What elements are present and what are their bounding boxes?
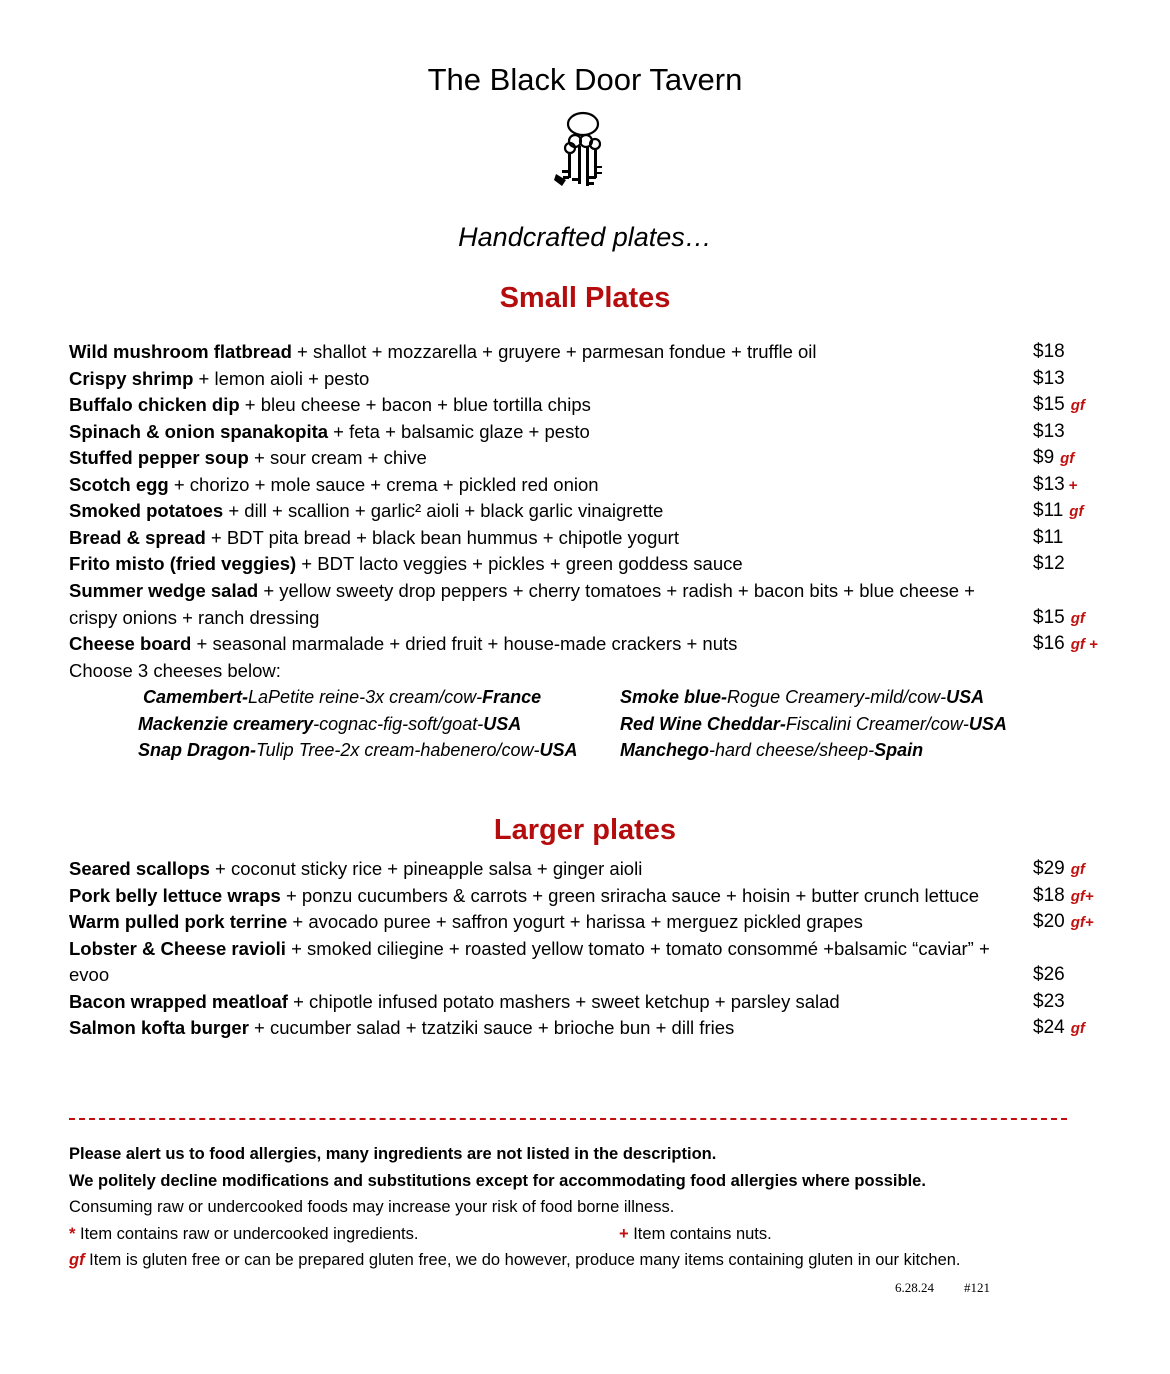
item-description: + feta + balsamic glaze + pesto	[328, 420, 590, 442]
keys-logo-icon	[548, 110, 618, 194]
cheese-item	[138, 711, 521, 737]
menu-item	[69, 631, 737, 657]
menu-item	[69, 366, 369, 392]
cheese-detail: Tulip Tree-2x cream-habenero/cow-	[256, 740, 540, 760]
raw-food-warning: Consuming raw or undercooked foods may increase your risk of food borne illness.	[69, 1198, 675, 1216]
menu-item	[69, 883, 979, 909]
item-price	[1033, 631, 1098, 658]
price-value: $18	[1033, 884, 1065, 906]
price-value: $15	[1033, 606, 1065, 628]
cheese-origin: USA	[539, 740, 578, 760]
cheese-intro: Choose 3 cheeses below:	[69, 660, 281, 681]
item-name: Spinach & onion spanakopita	[69, 420, 329, 442]
price-value: $20	[1033, 911, 1065, 932]
item-description: + BDT pita bread + black bean hummus + chipotle yogurt	[205, 526, 679, 548]
item-price	[1033, 962, 1065, 988]
divider	[69, 1118, 1067, 1120]
menu-item	[69, 989, 840, 1015]
item-name: Cheese board	[69, 633, 192, 655]
item-name: Bacon wrapped meatloaf	[69, 990, 288, 1012]
dietary-tag: gf	[1070, 397, 1085, 415]
cheese-name: Snap Dragon-	[138, 740, 257, 760]
nut-legend	[619, 1221, 772, 1247]
dietary-tag: gf+	[1070, 887, 1094, 905]
cheese-origin: France	[482, 687, 542, 707]
price-value: $11	[1033, 526, 1064, 548]
item-name: Bread & spread	[69, 526, 206, 548]
subtitle: Handcrafted plates…	[458, 222, 712, 252]
price-value: $26	[1033, 964, 1065, 985]
item-price	[1033, 472, 1077, 499]
dietary-tag: gf	[1070, 1020, 1085, 1037]
cheese-origin: USA	[968, 713, 1007, 734]
gf-legend	[69, 1247, 961, 1273]
menu-item	[69, 472, 599, 498]
menu-item	[69, 498, 663, 524]
item-description: + smoked ciliegine + roasted yellow tomato + tomato consommé +balsamic “caviar” +	[285, 937, 990, 959]
cheese-name: Red Wine Cheddar-	[620, 713, 786, 734]
dietary-tag: gf	[1070, 861, 1085, 878]
item-price	[1033, 883, 1094, 910]
item-price	[1033, 392, 1085, 419]
menu-item	[69, 856, 642, 882]
item-description: + chorizo + mole sauce + crema + pickled red onion	[168, 473, 599, 495]
price-value: $23	[1033, 990, 1065, 1012]
item-description-cont: evoo	[69, 964, 110, 985]
item-price	[1033, 856, 1085, 883]
cheese-item	[620, 684, 984, 710]
price-value: $11	[1033, 500, 1064, 522]
item-name: Wild mushroom flatbread	[69, 341, 292, 362]
menu-item	[69, 578, 975, 604]
restaurant-title: The Black Door Tavern	[427, 62, 743, 97]
item-price	[1033, 909, 1094, 936]
cheese-name: Manchego	[620, 740, 710, 760]
price-value: $16	[1033, 633, 1065, 655]
item-name: Buffalo chicken dip	[69, 394, 240, 416]
item-description: + ponzu cucumbers & carrots + green sriracha sauce + hoisin + butter crunch lettuce	[280, 884, 980, 906]
item-name: Salmon kofta burger	[69, 1017, 249, 1038]
item-name: Lobster & Cheese ravioli	[69, 937, 286, 959]
item-description: + sour cream + chive	[248, 447, 427, 469]
menu-item	[69, 525, 679, 551]
menu-item	[69, 1015, 734, 1041]
menu-item	[69, 339, 817, 365]
item-description: + dill + scallion + garlic² aioli + black garlic vinaigrette	[223, 500, 664, 522]
price-value: $13	[1033, 473, 1065, 495]
modification-note: We politely decline modifications and substitutions except for accommodating food allergies where possible.	[69, 1172, 926, 1190]
cheese-item	[620, 737, 923, 763]
item-description: + seasonal marmalade + dried fruit + house-made crackers + nuts	[191, 633, 738, 655]
price-value: $24	[1033, 1017, 1065, 1038]
cheese-item	[620, 711, 1007, 737]
dietary-tag: gf	[1069, 503, 1084, 521]
item-description: + lemon aioli + pesto	[193, 367, 370, 389]
price-value: $29	[1033, 858, 1065, 879]
item-description: + shallot + mozzarella + gruyere + parmesan fondue + truffle oil	[291, 341, 817, 362]
raw-symbol: *	[69, 1225, 76, 1243]
item-price	[1033, 339, 1065, 365]
cheese-detail: Fiscalini Creamer/cow-	[785, 713, 969, 734]
cheese-detail: Rogue Creamery-mild/cow-	[727, 687, 947, 707]
item-price	[1033, 1015, 1085, 1042]
item-name: Warm pulled pork terrine	[69, 911, 288, 932]
item-price	[1033, 445, 1074, 472]
item-name: Pork belly lettuce wraps	[69, 884, 281, 906]
menu-item	[69, 909, 863, 935]
cheese-detail: LaPetite reine-3x cream/cow-	[248, 687, 483, 707]
price-value: $13	[1033, 420, 1065, 442]
cheese-origin: USA	[483, 713, 522, 734]
cheese-origin: Spain	[874, 740, 924, 760]
menu-number: #121	[964, 1280, 990, 1295]
item-name: Seared scallops	[69, 858, 210, 879]
dietary-tag: gf	[1070, 609, 1085, 627]
cheese-name: Smoke blue-	[620, 687, 728, 707]
nut-legend-text: Item contains nuts.	[628, 1225, 772, 1243]
cheese-detail: -cognac-fig-soft/goat-	[313, 713, 484, 734]
item-description: + BDT lacto veggies + pickles + green goddess sauce	[296, 553, 743, 575]
dietary-tag: +	[1068, 476, 1078, 494]
item-description: + bleu cheese + bacon + blue tortilla chips	[239, 394, 591, 416]
item-name: Crispy shrimp	[69, 367, 194, 389]
menu-item	[69, 936, 990, 962]
item-price	[1033, 525, 1063, 551]
price-value: $13	[1033, 367, 1065, 389]
menu-item	[69, 445, 427, 471]
raw-legend	[69, 1221, 418, 1247]
dietary-tag: gf+	[1070, 914, 1094, 931]
item-price	[1033, 366, 1065, 392]
item-price	[1033, 605, 1085, 632]
menu-date: 6.28.24	[895, 1280, 934, 1295]
menu-item	[69, 551, 743, 577]
item-name: Stuffed pepper soup	[69, 447, 249, 469]
larger-plates-heading: Larger plates	[493, 814, 677, 846]
menu-item	[69, 392, 591, 418]
item-description: + yellow sweety drop peppers + cherry tomatoes + radish + bacon bits + blue cheese +	[258, 579, 975, 601]
cheese-item	[138, 737, 577, 763]
item-description: + cucumber salad + tzatziki sauce + brioche bun + dill fries	[248, 1017, 735, 1038]
item-price	[1033, 989, 1065, 1015]
item-name: Smoked potatoes	[69, 500, 224, 522]
cheese-detail: -hard cheese/sheep-	[709, 740, 875, 760]
cheese-name: Camembert-	[143, 687, 249, 707]
menu-item	[69, 419, 590, 445]
item-price	[1033, 551, 1065, 577]
price-value: $9	[1033, 447, 1055, 469]
item-price	[1033, 498, 1083, 525]
item-name: Scotch egg	[69, 473, 169, 495]
gf-legend-text: Item is gluten free or can be prepared gluten free, we do however, produce many items containing gluten in our kitchen.	[84, 1251, 961, 1269]
item-name: Frito misto (fried veggies)	[69, 553, 297, 575]
item-description: + coconut sticky rice + pineapple salsa + ginger aioli	[209, 858, 643, 879]
dietary-tag: gf +	[1070, 636, 1098, 654]
item-description: + chipotle infused potato mashers + sweet ketchup + parsley salad	[287, 990, 840, 1012]
item-description: + avocado puree + saffron yogurt + harissa + merguez pickled grapes	[287, 911, 863, 932]
small-plates-heading: Small Plates	[499, 282, 671, 314]
gf-symbol: gf	[69, 1251, 85, 1269]
cheese-item	[143, 684, 541, 710]
nut-symbol: +	[619, 1225, 629, 1243]
cheese-origin: USA	[946, 687, 985, 707]
price-value: $18	[1033, 341, 1065, 362]
price-value: $15	[1033, 394, 1065, 416]
raw-legend-text: Item contains raw or undercooked ingredients.	[75, 1225, 419, 1243]
cheese-name: Mackenzie creamery	[138, 713, 314, 734]
dietary-tag: gf	[1060, 450, 1075, 468]
price-value: $12	[1033, 553, 1065, 575]
item-price	[1033, 419, 1065, 445]
allergy-note: Please alert us to food allergies, many ingredients are not listed in the description.	[69, 1145, 717, 1163]
item-name: Summer wedge salad	[69, 579, 259, 601]
item-description-cont: crispy onions + ranch dressing	[69, 606, 320, 628]
